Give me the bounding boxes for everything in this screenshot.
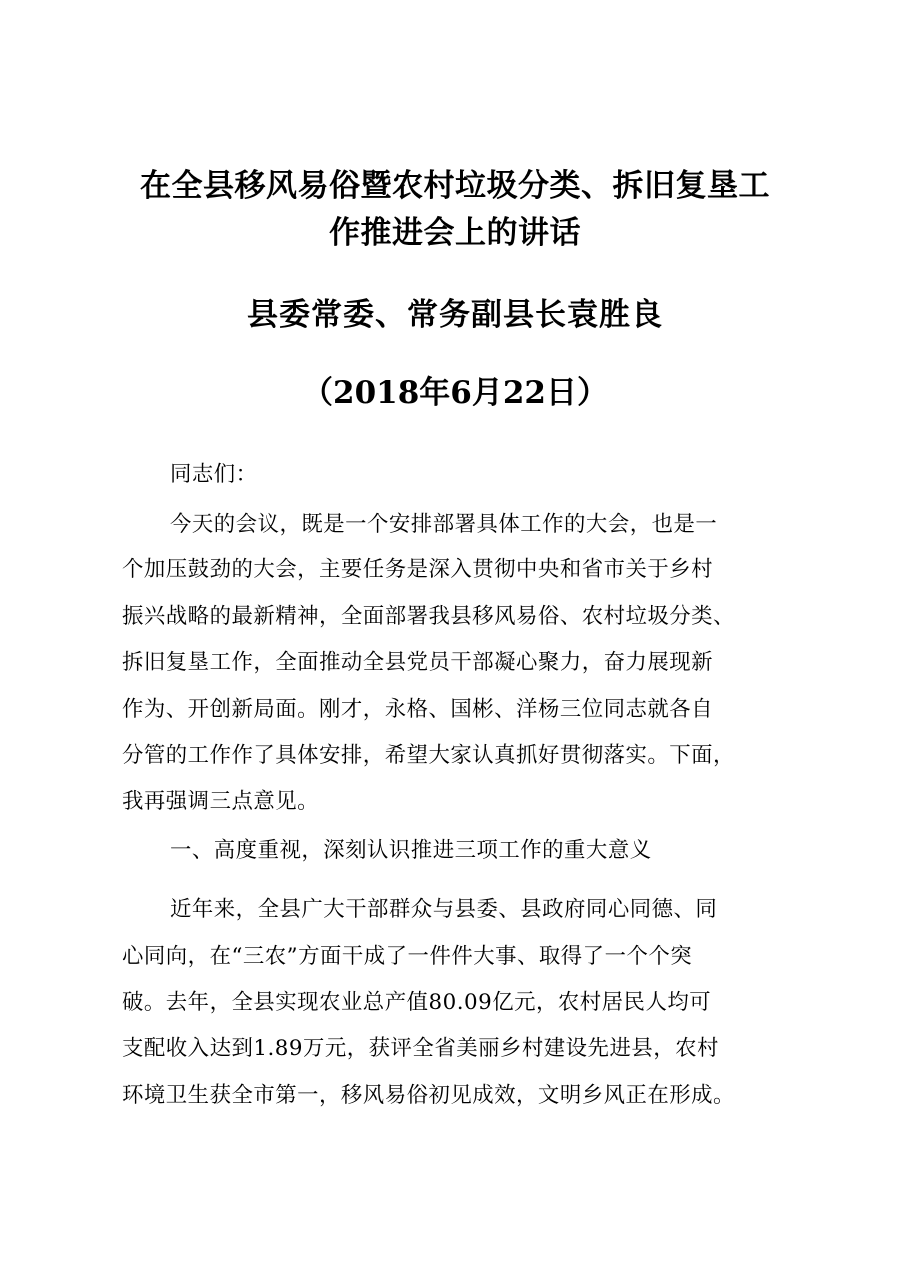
paragraph-line: 振兴战略的最新精神，全面部署我县移风易俗、农村垃圾分类、 bbox=[122, 604, 735, 629]
speech-date: （2018年6月22日） bbox=[302, 375, 608, 411]
paragraph-line: 作为、开创新局面。刚才，永格、国彬、洋杨三位同志就各自 bbox=[122, 697, 714, 722]
section-heading: 一、高度重视，深刻认识推进三项工作的重大意义 bbox=[170, 838, 652, 863]
paragraph-line: 拆旧复垦工作，全面推动全县党员干部凝心聚力，奋力展现新 bbox=[122, 650, 714, 675]
paragraph-line: 个加压鼓劲的大会，主要任务是深入贯彻中央和省市关于乡村 bbox=[122, 557, 714, 582]
paragraph-line: 我再强调三点意见。 bbox=[122, 789, 320, 814]
paragraph-line: 近年来，全县广大干部群众与县委、县政府同心同德、同 bbox=[170, 897, 718, 922]
paragraph-line: 分管的工作作了具体安排，希望大家认真抓好贯彻落实。下面， bbox=[122, 743, 735, 768]
salutation: 同志们： bbox=[170, 462, 258, 487]
speaker-byline: 县委常委、常务副县长袁胜良 bbox=[247, 297, 663, 333]
paragraph-line: 破。去年，全县实现农业总产值80.09亿元，农村居民人均可 bbox=[122, 990, 712, 1015]
paragraph-line: 今天的会议，既是一个安排部署具体工作的大会，也是一 bbox=[170, 512, 718, 537]
document-title-line-1: 在全县移风易俗暨农村垃圾分类、拆旧复垦工 bbox=[140, 168, 770, 204]
document-title-line-2: 作推进会上的讲话 bbox=[329, 215, 581, 251]
paragraph-line: 环境卫生获全市第一，移风易俗初见成效，文明乡风正在形成。 bbox=[122, 1083, 735, 1108]
paragraph-line: 心同向，在“三农”方面干成了一件件大事、取得了一个个突 bbox=[122, 944, 693, 969]
paragraph-line: 支配收入达到1.89万元，获评全省美丽乡村建设先进县，农村 bbox=[122, 1036, 719, 1061]
